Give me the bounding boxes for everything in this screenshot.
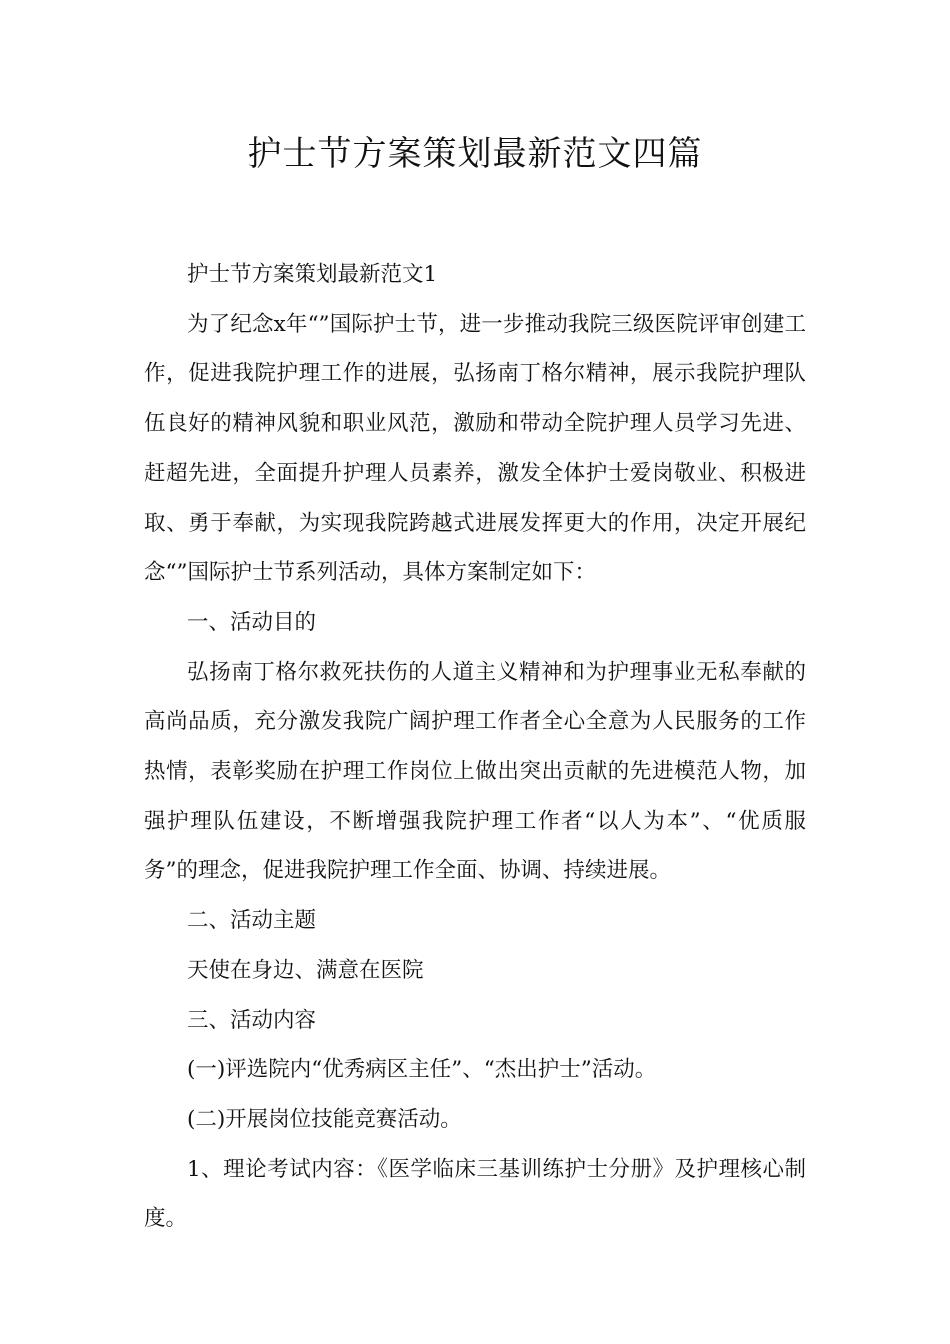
content-item-2: (二)开展岗位技能竞赛活动。	[187, 1106, 462, 1132]
subtitle-paragraph: 护士节方案策划最新范文1	[187, 262, 438, 287]
document-body	[144, 250, 806, 1244]
section-heading-purpose: 一、活动目的	[187, 609, 317, 635]
content-item-1: (一)评选院内“优秀病区主任”、“杰出护士”活动。	[187, 1057, 657, 1083]
document-title: 护士节方案策划最新范文四篇	[247, 134, 703, 174]
purpose-paragraph: 弘扬南丁格尔救死扶伤的人道主义精神和为护理事业无私奉献的高尚品质，充分激发我院广阔护理工作者全心全意为人民服务的工作热情，表彰奖励在护理工作岗位上做出突出贡献的先进模范人物，加强护理队伍建设，不断增强我院护理工作者“以人为本”、“优质服务”的理念，促进我院护理工作全面、协调、持续进展。	[144, 659, 806, 884]
section-heading-theme: 二、活动主题	[187, 908, 317, 934]
content-subitem-1: 1、理论考试内容：《医学临床三基训练护士分册》及护理核心制度。	[144, 1156, 806, 1232]
theme-paragraph: 天使在身边、满意在医院	[187, 957, 424, 983]
intro-paragraph: 为了纪念x年“”国际护士节，进一步推动我院三级医院评审创建工作，促进我院护理工作的进展，弘扬南丁格尔精神，展示我院护理队伍良好的精神风貌和职业风范，激励和带动全院护理人员学习先进、赶超先进，全面提升护理人员素养，激发全体护士爱岗敬业、积极进取、勇于奉献，为实现我院跨越式进展发挥更大的作用，决定开展纪念“”国际护士节系列活动，具体方案制定如下：	[144, 311, 806, 586]
section-heading-content: 三、活动内容	[187, 1007, 317, 1033]
